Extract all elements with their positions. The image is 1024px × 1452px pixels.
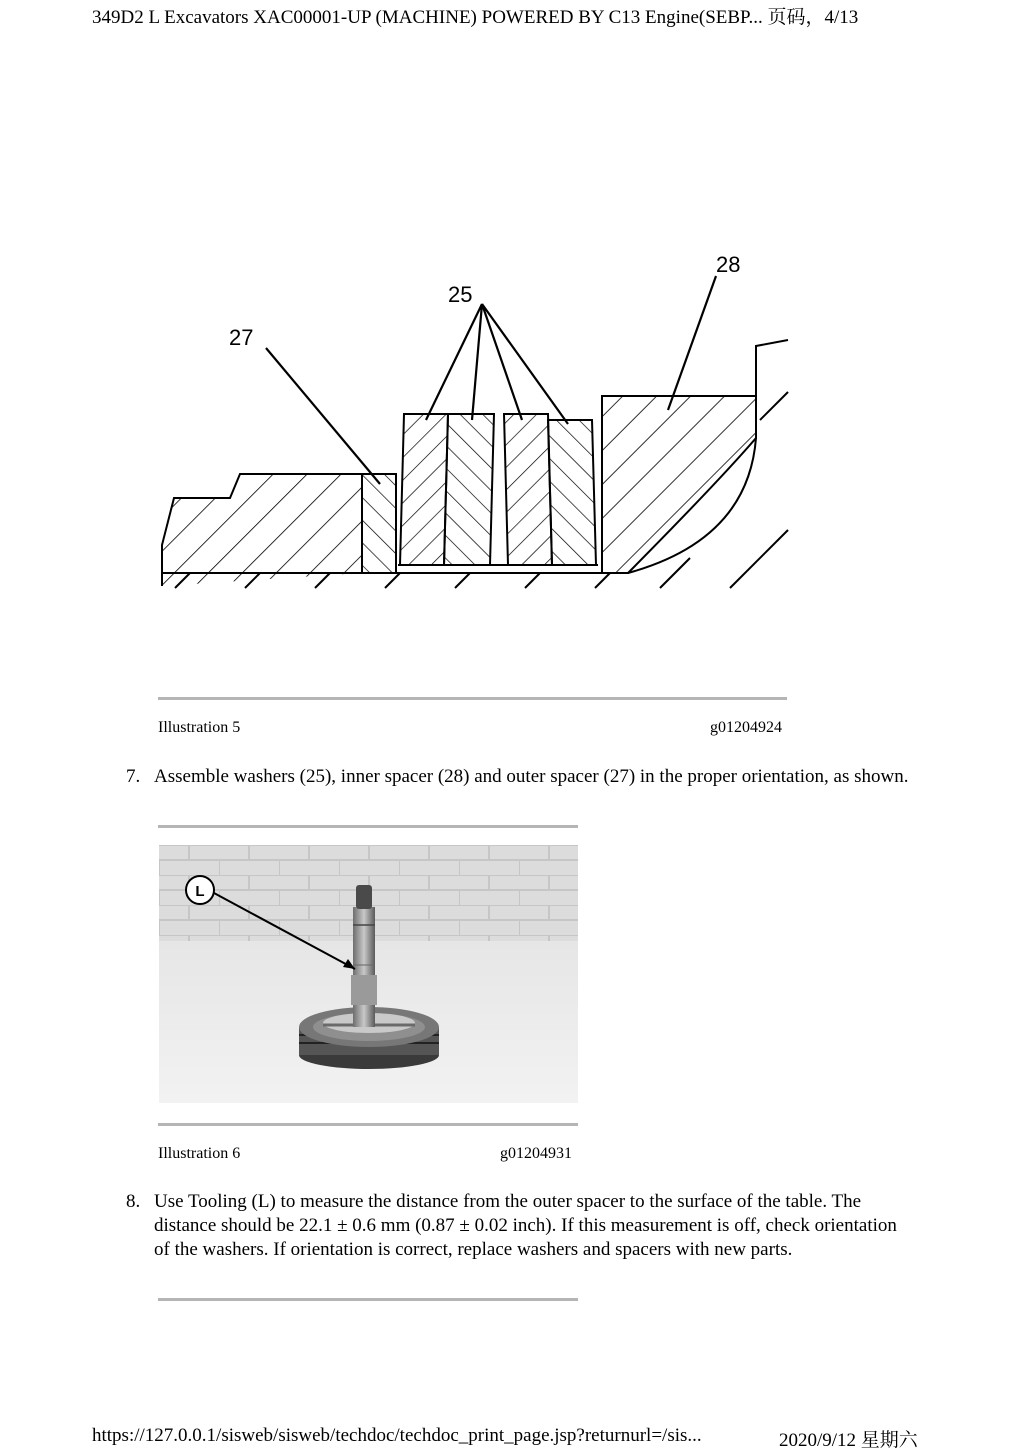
illustration-6-bottom-rule [158,1123,578,1126]
callout-25: 25 [448,282,473,307]
step-7-text: Assemble washers (25), inner spacer (28) and outer spacer (27) in the proper orientation, as shown. [154,766,909,787]
illustration-5-code: g01204924 [710,719,782,736]
page-header-title: 349D2 L Excavators XAC00001-UP (MACHINE) POWERED BY C13 Engine(SEBP... 页码，4/13 [92,7,859,28]
illustration-6-photo [159,845,578,1103]
step-7 [126,765,926,815]
illustration-5-rule [158,697,787,700]
callout-L: L [195,883,205,900]
illustration-6-caption: Illustration 6 [158,1145,241,1162]
footer-url: https://127.0.0.1/sisweb/sisweb/techdoc/techdoc_print_page.jsp?returnurl=/sis... [92,1425,702,1446]
step-8 [126,1190,926,1290]
step-8-number: 8. [126,1191,141,1212]
footer-date: 2020/9/12 星期六 [779,1430,918,1451]
illustration-6-code: g01204931 [500,1145,572,1162]
illustration-6-top-rule [158,825,578,828]
step-8-text: Use Tooling (L) to measure the distance from the outer spacer to the surface of the table. The distance should be 22.1 ± 0.6 mm (0.87 ± 0.02 inch). If this measurement is off, check orientation of the washers. If orientation is correct, replace washers and spacers with new parts. [154,1191,897,1260]
callout-27: 27 [229,325,254,350]
illustration-5-caption: Illustration 5 [158,719,241,736]
step-8-rule [158,1298,578,1301]
step-7-number: 7. [126,766,141,787]
illustration-5-drawing [150,240,795,600]
callout-28: 28 [716,252,741,277]
